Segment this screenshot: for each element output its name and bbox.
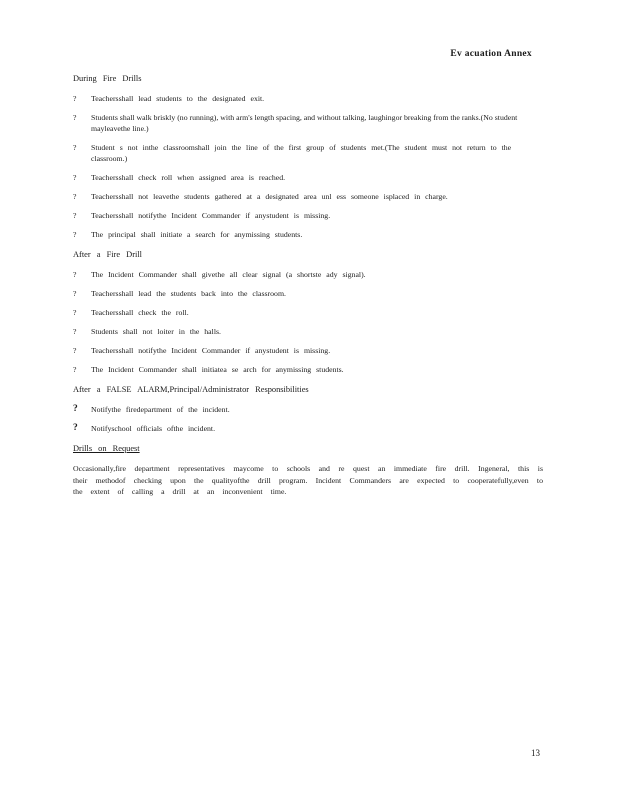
list-item	[73, 191, 543, 202]
bullet-marker: ?	[73, 192, 77, 201]
bullet-list	[73, 404, 543, 434]
list-item	[73, 423, 543, 434]
list-item-text: Students shall walk briskly (no running), with arm's length spacing, and without talking, laughingor breaking from the ranks.(No student mayleavethe line.)	[91, 113, 518, 133]
list-item-text: The principal shall initiate a search for anymissing students.	[91, 230, 303, 239]
list-item	[73, 172, 543, 183]
bullet-marker: ?	[73, 404, 78, 414]
bullet-marker: ?	[73, 308, 77, 317]
list-item	[73, 229, 543, 240]
section-heading: After a FALSE ALARM,Principal/Administrator Responsibilities	[73, 385, 309, 394]
list-item-text: Notifyschool officials ofthe incident.	[91, 424, 216, 433]
list-item	[73, 364, 543, 375]
list-item	[73, 142, 543, 164]
section-heading: Drills on Request	[73, 444, 140, 453]
list-item-text: Teachersshall not leavethe students gathered at a designated area unl ess someone isplaced in charge.	[91, 192, 448, 201]
list-item-text: Teachersshall lead students to the designated exit.	[91, 94, 265, 103]
section-heading: After a Fire Drill	[73, 250, 142, 259]
section-heading: During Fire Drills	[73, 74, 142, 83]
bullet-marker: ?	[73, 289, 77, 298]
bullet-list	[73, 93, 543, 240]
bullet-marker: ?	[73, 230, 77, 239]
list-item	[73, 112, 543, 134]
section-after-fire-drill	[73, 249, 543, 375]
page-number: 13	[531, 748, 540, 758]
list-item-text: Teachersshall notifythe Incident Commander if anystudent is missing.	[91, 211, 331, 220]
bullet-marker: ?	[73, 327, 77, 336]
bullet-marker: ?	[73, 346, 77, 355]
bullet-marker: ?	[73, 94, 77, 103]
list-item-text: Notifythe firedepartment of the incident.	[91, 405, 230, 414]
list-item-text: The Incident Commander shall givethe all clear signal (a shortste ady signal).	[91, 270, 366, 279]
list-item	[73, 307, 543, 318]
list-item-text: Teachersshall lead the students back into the classroom.	[91, 289, 286, 298]
list-item	[73, 326, 543, 337]
section-false-alarm	[73, 384, 543, 434]
bullet-marker: ?	[73, 173, 77, 182]
section-drills-on-request	[73, 443, 543, 498]
list-item	[73, 93, 543, 104]
list-item	[73, 288, 543, 299]
list-item-text: Teachersshall notifythe Incident Commander if anystudent is missing.	[91, 346, 331, 355]
list-item-text: Student s not inthe classroomshall join the line of the first group of students met.(The student must not return to the classroom.)	[91, 143, 512, 163]
bullet-list	[73, 269, 543, 375]
header-title: Ev acuation Annex	[450, 49, 532, 59]
list-item-text: Teachersshall check the roll.	[91, 308, 189, 317]
section-during-fire-drills	[73, 73, 543, 240]
list-item-text: The Incident Commander shall initiatea se arch for anymissing students.	[91, 365, 344, 374]
list-item-text: Teachersshall check roll when assigned area is reached.	[91, 173, 286, 182]
list-item	[73, 345, 543, 356]
bullet-marker: ?	[73, 365, 77, 374]
list-item	[73, 269, 543, 280]
bullet-marker: ?	[73, 423, 78, 433]
body-paragraph: Occasionally,fire department representatives maycome to schools and re quest an immediate fire drill. Ingeneral, this is their methodof checking upon the qualityofthe drill program. Incident Commanders are expected to cooperatefully,even to the extent of calling a drill at an inconvenient time.	[73, 464, 543, 496]
list-item-text: Students shall not loiter in the halls.	[91, 327, 221, 336]
document-body	[73, 73, 543, 500]
bullet-marker: ?	[73, 211, 77, 220]
bullet-marker: ?	[73, 270, 77, 279]
list-item	[73, 404, 543, 415]
bullet-marker: ?	[73, 143, 77, 152]
bullet-marker: ?	[73, 113, 77, 122]
list-item	[73, 210, 543, 221]
